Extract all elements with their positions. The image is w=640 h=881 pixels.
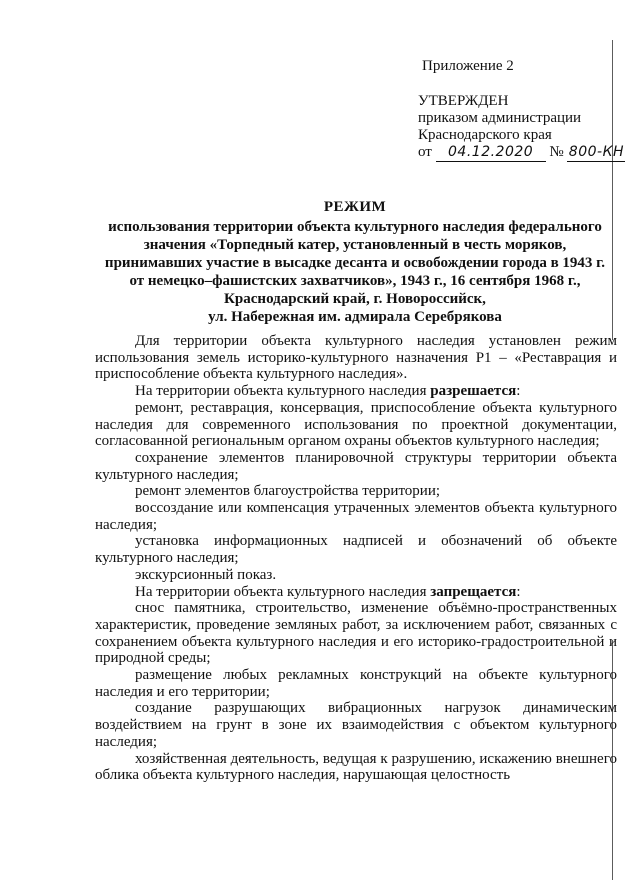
order-date-number	[418, 144, 628, 162]
title-line: ул. Набережная им. адмирала Серебрякова	[208, 309, 502, 325]
allowed-heading	[95, 383, 617, 400]
forbidden-item: создание разрушающих вибрационных нагрузок динамическим воздействием на грунт в зоне их взаимодействия с объектом культурного наследия;	[95, 700, 617, 750]
allowed-word: разрешается	[430, 383, 517, 400]
title-line: использования территории объекта культурного наследия федерального	[108, 219, 602, 235]
forbidden-item: хозяйственная деятельность, ведущая к разрушению, искажению внешнего облика объекта культурного наследия, нарушающая целостность	[95, 750, 617, 784]
intro-paragraph: Для территории объекта культурного наследия установлен режим использования земель историко-культурного назначения Р1 – «Реставрация и приспособление объекта культурного наследия».	[95, 333, 617, 383]
allowed-item: экскурсионный показ.	[135, 566, 277, 583]
allowed-item: установка информационных надписей и обозначений об объекте культурного наследия;	[95, 533, 617, 567]
document-title	[90, 198, 620, 326]
title-line: Краснодарский край, г. Новороссийск,	[224, 291, 486, 307]
allowed-lead: На территории объекта культурного наследия	[135, 383, 431, 400]
approval-block	[418, 58, 628, 162]
allowed-item: ремонт, реставрация, консервация, приспособление объекта культурного наследия для современного использования по проектной документации, согласованной региональным органом охраны объектов культурного наследия;	[95, 399, 617, 450]
date-prefix: от	[418, 144, 432, 160]
order-number: 800-КН	[568, 144, 625, 160]
allowed-item: ремонт элементов благоустройства территории;	[135, 483, 441, 500]
appendix-label: Приложение 2	[422, 58, 514, 74]
title-line: значения «Торпедный катер, установленный в честь моряков,	[143, 237, 567, 253]
order-date: 04.12.2020	[436, 144, 546, 162]
forbidden-lead: На территории объекта культурного наследия	[135, 583, 431, 600]
number-prefix: №	[549, 144, 564, 160]
allowed-item: воссоздание или компенсация утраченных элементов объекта культурного наследия;	[95, 500, 617, 533]
forbidden-word: запрещается	[430, 583, 517, 600]
forbidden-item: размещение любых рекламных конструкций на объекте культурного наследия и его территории;	[95, 667, 617, 700]
forbidden-colon: :	[516, 583, 521, 600]
title-main: РЕЖИМ	[323, 199, 387, 215]
forbidden-item: снос памятника, строительство, изменение объёмно-пространственных характеристик, проведение земляных работ, за исключением работ, связанных с сохранением объекта культурного наследия и его историко-градостроительной и природной среды;	[95, 600, 617, 667]
document-body	[95, 333, 617, 784]
order-issuer: приказом администрации	[418, 110, 582, 126]
forbidden-heading	[95, 584, 617, 601]
approved-label: УТВЕРЖДЕН	[418, 93, 509, 109]
title-line: от немецко–фашистских захватчиков», 1943 г., 16 сентября 1968 г.,	[129, 273, 581, 289]
order-region: Краснодарского края	[418, 127, 552, 143]
title-line: принимавших участие в высадке десанта и освобождении города в 1943 г.	[104, 255, 606, 271]
allowed-item: сохранение элементов планировочной структуры территории объекта культурного наследия;	[95, 449, 617, 483]
allowed-colon: :	[516, 383, 521, 400]
